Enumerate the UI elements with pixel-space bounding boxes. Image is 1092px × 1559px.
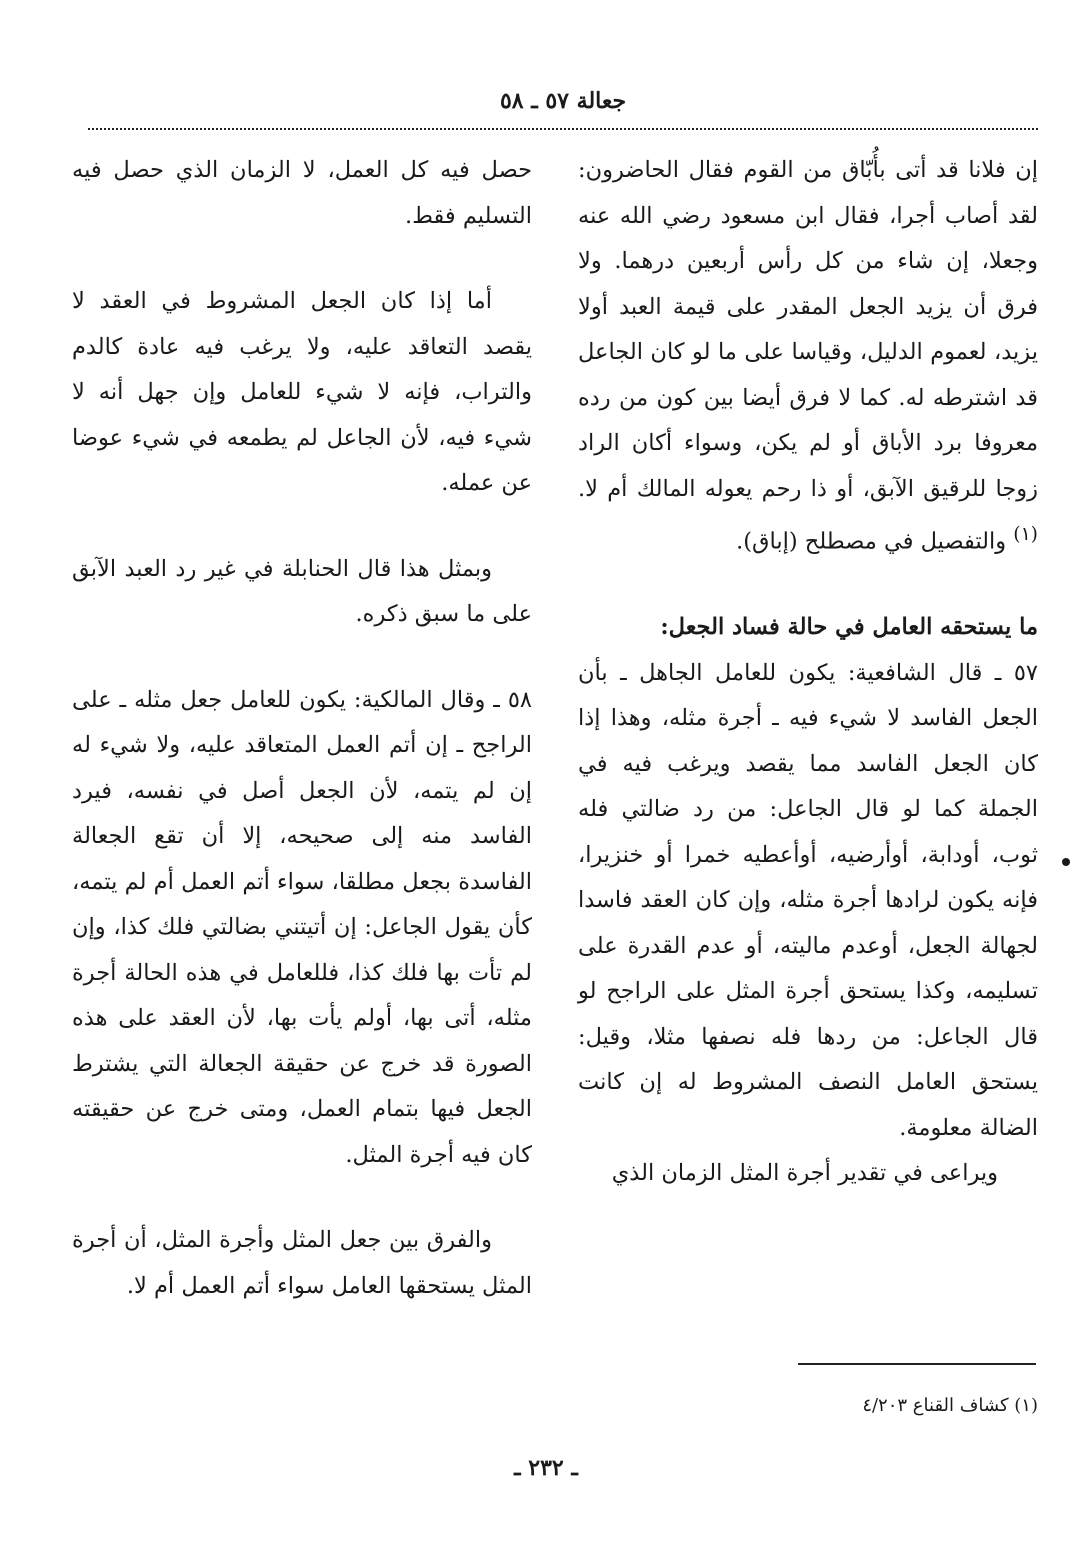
page-header-title: جعالة ٥٧ ـ ٥٨ — [499, 88, 627, 114]
left-paragraph-5: والفرق بين جعل المثل وأجرة المثل، أن أجرة المثل يستحقها العامل سواء أتم العمل أم لا. — [72, 1227, 532, 1299]
right-column — [578, 148, 1038, 1197]
right-paragraph-1-text: إن فلانا قد أتى بأُبّاق من القوم فقال الحاضرون: لقد أصاب أجرا، فقال ابن مسعود رضي الله عنه وجعلا، إن شاء من كل رأس أربعين درهما. ولا فرق أن يزيد الجعل المقدر على قيمة العبد أولا يزيد، لعموم الدليل، وقياسا على ما لو كان الجاعل قد اشترطه له. كما لا فرق أيضا بين كون من رده معروفا برد الأباق أو لم يكن، وسواء أكان الراد زوجا للرقيق الآبق، أو ذا رحم يعوله المالك أم لا. — [578, 157, 1038, 502]
left-column — [72, 148, 532, 1309]
header-dotted-rule — [88, 128, 1038, 130]
section-heading: ما يستحقه العامل في حالة فساد الجعل: — [660, 614, 1038, 640]
left-paragraph-4: ٥٨ ـ وقال المالكية: يكون للعامل جعل مثله ـ على الراجح ـ إن أتم العمل المتعاقد عليه، ولا شيء له إن لم يتمه، لأن الجعل أصل في نفسه، فيرد الفاسد منه إلى صحيحه، إلا أن تقع الجعالة الفاسدة بجعل مطلقا، سواء أتم العمل أم لم يتمه، كأن يقول الجاعل: إن أتيتني بضالتي فلك كذا، وإن لم تأت بها فلك كذا، فللعامل في هذه الحالة أجرة مثله، أتى بها، أولم يأت بها، لأن العقد على هذه الصورة قد خرج عن حقيقة الجعالة التي يشترط الجعل فيها بتمام العمل، ومتى خرج عن حقيقته كان فيه أجرة المثل. — [72, 686, 532, 1168]
footnote-rule — [798, 1363, 1036, 1365]
right-paragraph-1 — [578, 148, 1038, 565]
left-paragraph-1: حصل فيه كل العمل، لا الزمان الذي حصل فيه التسليم فقط. — [72, 157, 532, 229]
left-paragraph-3: وبمثل هذا قال الحنابلة في غير رد العبد الآبق على ما سبق ذكره. — [72, 555, 532, 627]
footnote-reference: (١) — [1013, 524, 1038, 545]
left-paragraph-2: أما إذا كان الجعل المشروط في العقد لا يقصد التعاقد عليه، ولا يرغب فيه عادة كالدم والتراب، فإنه لا شيء للعامل وإن جهل أنه لا شيء فيه، لأن الجاعل لم يطمعه في شيء عوضا عن عمله. — [72, 288, 532, 496]
page-number: ـ ٢٣٢ ـ — [514, 1455, 578, 1481]
margin-dot — [1062, 858, 1070, 866]
footnote: (١) كشاف القناع ٤/٢٠٣ — [862, 1395, 1038, 1416]
right-paragraph-2: ٥٧ ـ قال الشافعية: يكون للعامل الجاهل ـ بأن الجعل الفاسد لا شيء فيه ـ أجرة مثله، وهذا إذا كان الجعل الفاسد مما يقصد ويرغب فيه في الجملة كما لو قال الجاعل: من رد ضالتي فله ثوب، أودابة، أوأرضيه، أوأعطيه خمرا أو خنزيرا، فإنه يكون لرادها أجرة مثله، وإن كان العقد فاسدا لجهالة الجعل، أوعدم ماليته، أو عدم القدرة على تسليمه، وكذا يستحق أجرة المثل على الراجح لو قال الجاعل: من ردها فله نصفها مثلا، وقيل: يستحق العامل النصف المشروط له إن كانت الضالة معلومة. — [578, 659, 1038, 1141]
right-paragraph-1-tail: والتفصيل في مصطلح (إباق). — [736, 528, 1014, 555]
right-paragraph-3: ويراعى في تقدير أجرة المثل الزمان الذي — [611, 1160, 998, 1186]
